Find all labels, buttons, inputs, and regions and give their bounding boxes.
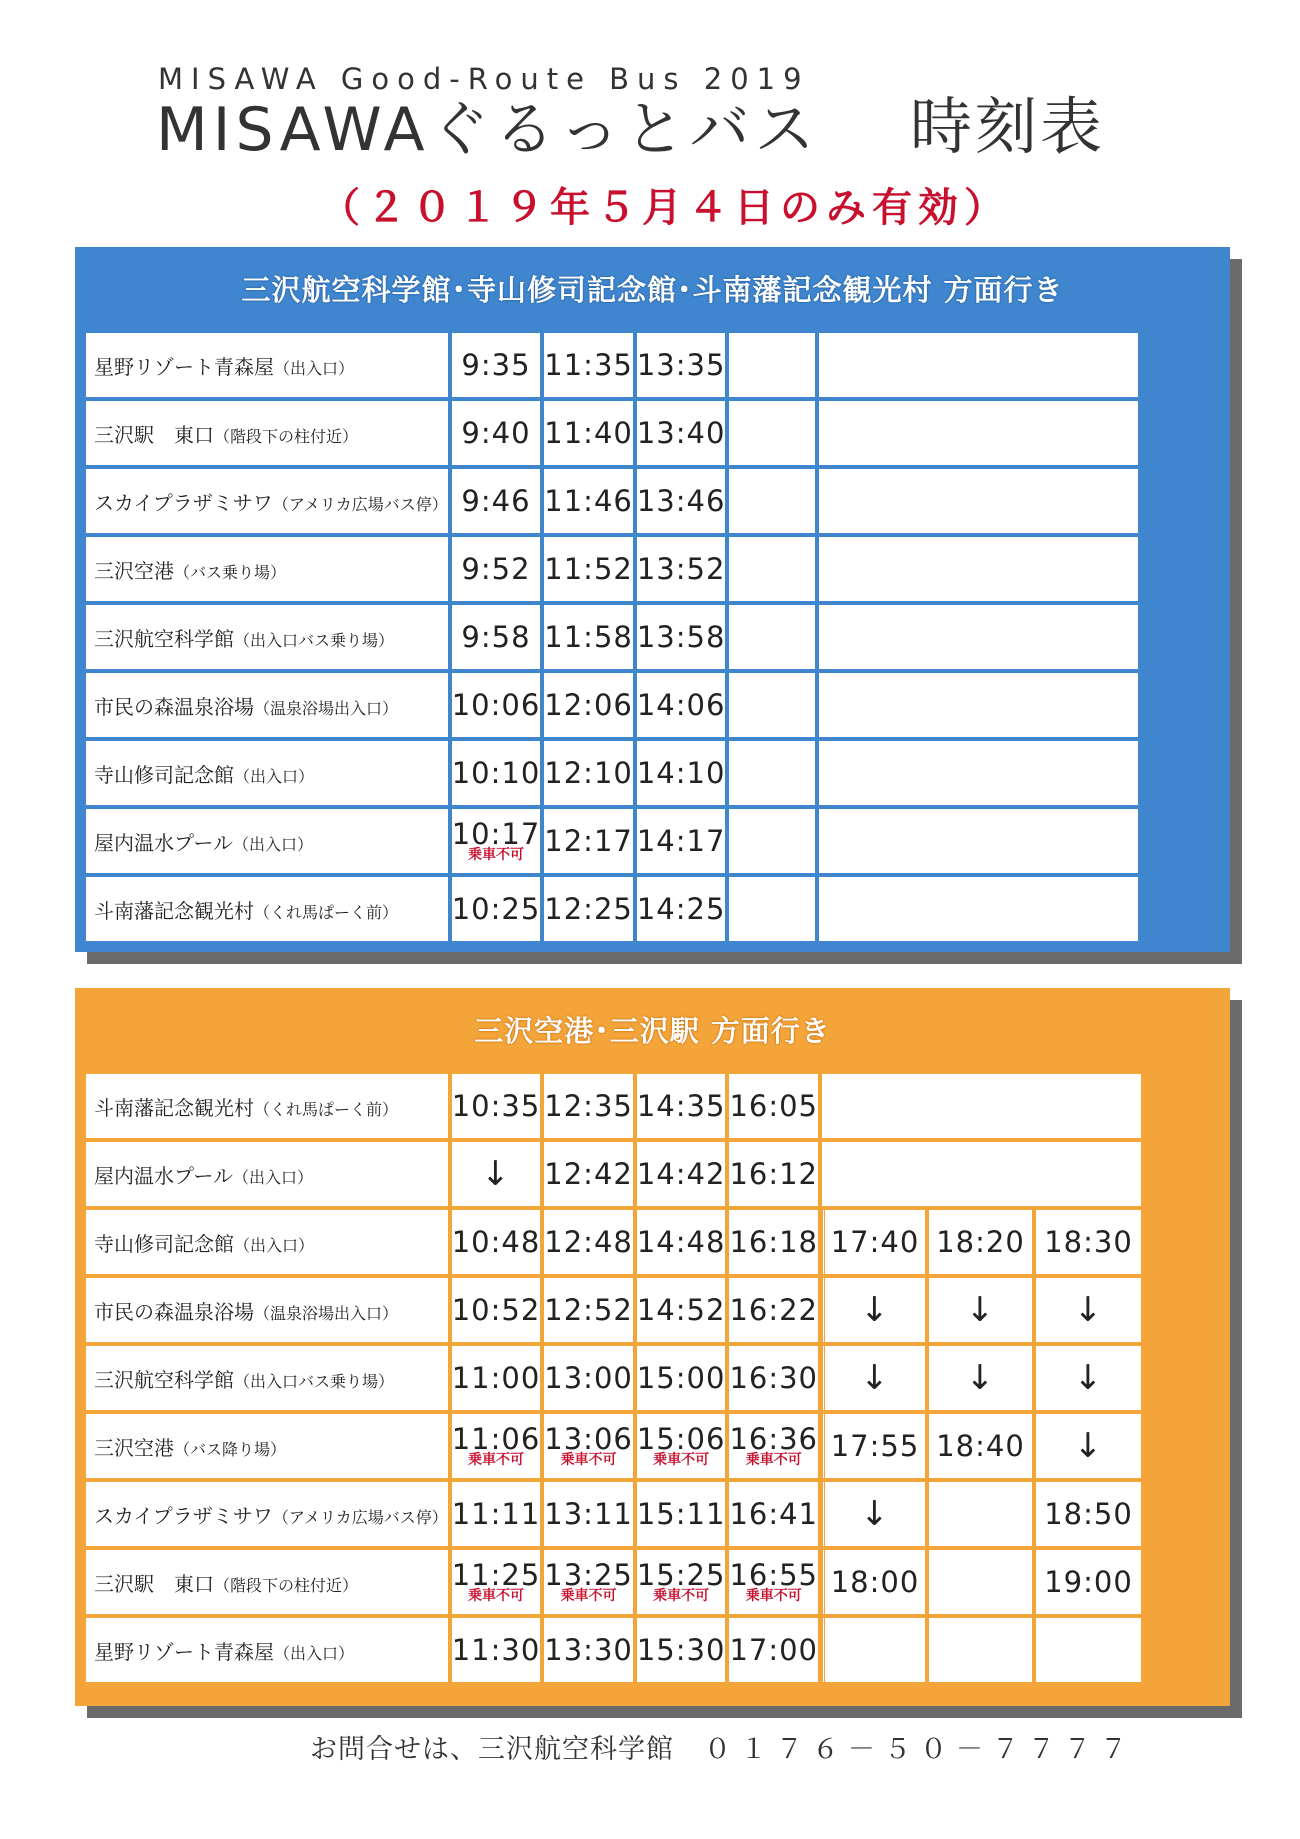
- no-boarding-note: 乗車不可: [467, 847, 524, 863]
- inbound-heading: 三沢空港･三沢駅 方面行き: [474, 1013, 831, 1048]
- departure-time: 13:30: [544, 1633, 633, 1667]
- departure-time-cell: [452, 537, 541, 601]
- departure-time-cell: [729, 1346, 818, 1410]
- stop-location-note: （出入口）: [234, 766, 315, 786]
- departure-time-cell: [452, 605, 541, 669]
- departure-time-cell: [544, 401, 633, 465]
- departure-time-cell: [637, 1210, 726, 1274]
- departure-time: 11:35: [544, 348, 633, 382]
- departure-time: 10:52: [451, 1293, 541, 1327]
- stop-name-cell: [86, 1074, 448, 1138]
- stop-name-cell: [86, 401, 448, 465]
- departure-time: 18:50: [1044, 1497, 1133, 1531]
- table-row: [86, 537, 1138, 601]
- departure-time: 15:06: [636, 1422, 726, 1456]
- no-boarding-note: 乗車不可: [560, 1452, 617, 1468]
- departure-time-cell: [729, 1550, 818, 1614]
- departure-time: 13:06: [544, 1422, 633, 1456]
- departure-time-cell: [544, 1482, 633, 1546]
- departure-time-cell: [544, 1550, 633, 1614]
- departure-time-cell: [822, 1278, 925, 1342]
- stop-location-note: （出入口）: [233, 1167, 314, 1187]
- departure-time-cell: [929, 1414, 1032, 1478]
- table-row: [86, 809, 1138, 873]
- departure-time-cell: [452, 469, 541, 533]
- departure-time-cell: [1036, 1210, 1141, 1274]
- table-row: [86, 877, 1138, 941]
- table-row: [86, 1074, 1141, 1138]
- departure-time-cell: [929, 1346, 1032, 1410]
- departure-time-cell: [637, 1074, 726, 1138]
- departure-time: 9:46: [461, 484, 531, 518]
- contact-info: [310, 1727, 1136, 1766]
- departure-time-cell: [637, 1278, 726, 1342]
- table-row: [86, 1142, 1141, 1206]
- departure-time: 18:20: [936, 1225, 1025, 1259]
- departure-time-cell: [637, 1414, 726, 1478]
- stop-location-note: （出入口）: [233, 834, 314, 854]
- departure-time-cell: [544, 605, 633, 669]
- stop-name: 屋内温水プール: [94, 1163, 233, 1188]
- departure-time-cell: [637, 809, 726, 873]
- stop-name-cell: [86, 333, 448, 397]
- departure-time-cell: [822, 1482, 925, 1546]
- departure-time-cell: [544, 469, 633, 533]
- departure-time: 11:06: [451, 1422, 541, 1456]
- stop-name: 屋内温水プール: [94, 830, 233, 855]
- stop-location-note: （バス降り場）: [174, 1439, 287, 1459]
- departure-time-cell: [637, 1346, 726, 1410]
- pass-through-arrow: ↓: [965, 1358, 996, 1398]
- table-row: [86, 1278, 1141, 1342]
- table-row: [86, 1210, 1141, 1274]
- departure-time: 11:25: [451, 1558, 541, 1592]
- table-row: [86, 741, 1138, 805]
- stop-location-note: （出入口バス乗り場）: [234, 630, 395, 650]
- departure-time-cell: [637, 537, 726, 601]
- stop-name-cell: [86, 1414, 448, 1478]
- stop-location-note: （階段下の柱付近）: [214, 1575, 359, 1595]
- validity-notice: （２０１９年５月４日のみ有効）: [320, 185, 1010, 231]
- empty-cell: [729, 877, 815, 941]
- departure-time-cell: [929, 1550, 1032, 1614]
- departure-time-cell: [822, 1346, 925, 1410]
- departure-time: 14:48: [636, 1225, 726, 1259]
- departure-time: 12:52: [544, 1293, 633, 1327]
- departure-time-cell: [1036, 1346, 1141, 1410]
- page-title: MISAWAぐるっとバス: [156, 95, 820, 165]
- empty-cell: [729, 809, 815, 873]
- departure-time-cell: [729, 1482, 818, 1546]
- departure-time: 16:30: [729, 1361, 819, 1395]
- departure-time-cell: [452, 809, 541, 873]
- departure-time-cell: [637, 877, 726, 941]
- departure-time-cell: [544, 537, 633, 601]
- empty-cell: [819, 605, 1138, 669]
- departure-time: 10:17: [451, 817, 541, 851]
- empty-cell: [819, 401, 1138, 465]
- stop-name-cell: [86, 673, 448, 737]
- departure-time: 12:25: [544, 892, 633, 926]
- departure-time: 16:18: [729, 1225, 819, 1259]
- no-boarding-note: 乗車不可: [560, 1588, 617, 1604]
- page-title-suffix: 時刻表: [910, 90, 1106, 163]
- pass-through-arrow: ↓: [481, 1154, 511, 1194]
- departure-time-cell: [544, 1210, 633, 1274]
- table-row: [86, 1482, 1141, 1546]
- stop-location-note: （出入口）: [274, 1643, 355, 1663]
- departure-time-cell: [637, 333, 726, 397]
- stop-name-cell: [86, 1142, 448, 1206]
- stop-name: 市民の森温泉浴場: [94, 1299, 254, 1324]
- stop-name-cell: [86, 1550, 448, 1614]
- stop-name: 三沢駅 東口: [94, 422, 214, 447]
- departure-time-cell: [544, 673, 633, 737]
- departure-time-cell: [822, 1618, 925, 1682]
- empty-cell: [819, 673, 1138, 737]
- table-row: [86, 673, 1138, 737]
- departure-time: 13:52: [636, 552, 726, 586]
- departure-time-cell: [452, 1346, 541, 1410]
- departure-time: 14:17: [636, 824, 726, 858]
- departure-time-cell: [637, 741, 726, 805]
- stop-location-note: （くれ馬ぱーく前）: [254, 1099, 399, 1119]
- no-boarding-note: 乗車不可: [745, 1588, 802, 1604]
- no-boarding-note: 乗車不可: [745, 1452, 802, 1468]
- departure-time: 14:10: [636, 756, 726, 790]
- empty-cell: [729, 605, 815, 669]
- departure-time: 18:30: [1044, 1225, 1133, 1259]
- departure-time-cell: [544, 333, 633, 397]
- inbound-timetable: [82, 1070, 1145, 1686]
- contact-phone: ０１７６－５０－７７７７: [704, 1734, 1136, 1765]
- stop-name-cell: [86, 469, 448, 533]
- departure-time-cell: [452, 1414, 541, 1478]
- pass-through-arrow: ↓: [965, 1290, 996, 1330]
- departure-time-cell: [929, 1210, 1032, 1274]
- departure-time: 11:46: [544, 484, 633, 518]
- departure-time: 13:25: [544, 1558, 633, 1592]
- departure-time: 10:35: [451, 1089, 541, 1123]
- departure-time-cell: [452, 1142, 541, 1206]
- departure-time: 10:48: [451, 1225, 541, 1259]
- departure-time-cell: [544, 1074, 633, 1138]
- empty-cell: [819, 741, 1138, 805]
- departure-time: 11:11: [451, 1497, 541, 1531]
- subtitle-english: MISAWA Good-Route Bus 2019: [158, 62, 810, 96]
- stop-name: スカイプラザミサワ: [94, 490, 273, 515]
- departure-time-cell: [1036, 1482, 1141, 1546]
- departure-time: 14:25: [636, 892, 726, 926]
- no-boarding-note: 乗車不可: [653, 1452, 710, 1468]
- departure-time-cell: [452, 741, 541, 805]
- outbound-timetable-panel: [75, 247, 1230, 952]
- departure-time: 13:00: [544, 1361, 633, 1395]
- contact-label: お問合せは、三沢航空科学館: [310, 1734, 674, 1765]
- departure-time-cell: [544, 1142, 633, 1206]
- departure-time: 16:05: [729, 1089, 819, 1123]
- departure-time: 9:35: [461, 348, 531, 382]
- departure-time: 16:12: [729, 1157, 819, 1191]
- departure-time: 16:55: [729, 1558, 819, 1592]
- stop-name-cell: [86, 1278, 448, 1342]
- empty-cell: [729, 537, 815, 601]
- departure-time-cell: [729, 1618, 818, 1682]
- departure-time: 17:55: [830, 1429, 920, 1463]
- stop-name: 三沢駅 東口: [94, 1571, 214, 1596]
- departure-time: 18:00: [830, 1565, 920, 1599]
- departure-time: 13:11: [544, 1497, 633, 1531]
- empty-cell: [729, 469, 815, 533]
- outbound-heading: 三沢航空科学館･寺山修司記念館･斗南藩記念観光村 方面行き: [241, 272, 1064, 307]
- departure-time: 17:40: [830, 1225, 920, 1259]
- departure-time-cell: [452, 877, 541, 941]
- departure-time-cell: [729, 1210, 818, 1274]
- departure-time-cell: [637, 1550, 726, 1614]
- departure-time: 15:25: [636, 1558, 726, 1592]
- empty-cell: [819, 809, 1138, 873]
- departure-time-cell: [822, 1210, 925, 1274]
- departure-time: 13:58: [636, 620, 726, 654]
- pass-through-arrow: ↓: [1073, 1426, 1104, 1466]
- departure-time: 15:30: [636, 1633, 726, 1667]
- departure-time-cell: [929, 1278, 1032, 1342]
- inbound-timetable-panel: [75, 988, 1230, 1706]
- departure-time-cell: [544, 1346, 633, 1410]
- stop-name-cell: [86, 1346, 448, 1410]
- departure-time-cell: [637, 1618, 726, 1682]
- pass-through-arrow: ↓: [860, 1358, 890, 1398]
- stop-name: 三沢航空科学館: [94, 626, 234, 651]
- empty-cell: [822, 1142, 1141, 1206]
- stop-location-note: （階段下の柱付近）: [214, 426, 359, 446]
- stop-name-cell: [86, 537, 448, 601]
- departure-time: 12:17: [544, 824, 633, 858]
- departure-time: 16:22: [729, 1293, 819, 1327]
- empty-cell: [729, 333, 815, 397]
- departure-time-cell: [729, 1414, 818, 1478]
- departure-time-cell: [452, 333, 541, 397]
- departure-time-cell: [1036, 1618, 1141, 1682]
- departure-time: 16:41: [729, 1497, 819, 1531]
- stop-name-cell: [86, 605, 448, 669]
- departure-time-cell: [544, 1278, 633, 1342]
- departure-time: 15:00: [636, 1361, 726, 1395]
- empty-cell: [819, 537, 1138, 601]
- departure-time-cell: [452, 1074, 541, 1138]
- departure-time-cell: [452, 673, 541, 737]
- empty-cell: [729, 673, 815, 737]
- stop-name: 斗南藩記念観光村: [94, 1095, 254, 1120]
- empty-cell: [819, 469, 1138, 533]
- empty-cell: [819, 333, 1138, 397]
- departure-time: 12:06: [544, 688, 633, 722]
- departure-time-cell: [544, 877, 633, 941]
- stop-name: 星野リゾート青森屋: [94, 1639, 274, 1664]
- departure-time: 9:58: [461, 620, 531, 654]
- departure-time-cell: [452, 1210, 541, 1274]
- departure-time-cell: [929, 1618, 1032, 1682]
- departure-time: 11:58: [544, 620, 633, 654]
- stop-name-cell: [86, 877, 448, 941]
- departure-time: 18:40: [936, 1429, 1025, 1463]
- departure-time-cell: [822, 1414, 925, 1478]
- empty-cell: [729, 741, 815, 805]
- departure-time-cell: [452, 401, 541, 465]
- table-row: [86, 1346, 1141, 1410]
- departure-time-cell: [452, 1482, 541, 1546]
- departure-time-cell: [637, 1482, 726, 1546]
- stop-name-cell: [86, 1210, 448, 1274]
- departure-time: 13:35: [636, 348, 726, 382]
- departure-time-cell: [452, 1278, 541, 1342]
- departure-time: 12:10: [544, 756, 633, 790]
- no-boarding-note: 乗車不可: [467, 1588, 524, 1604]
- departure-time: 17:00: [729, 1633, 819, 1667]
- table-row: [86, 1618, 1141, 1682]
- stop-name: 斗南藩記念観光村: [94, 898, 254, 923]
- departure-time-cell: [637, 605, 726, 669]
- departure-time: 16:36: [729, 1422, 819, 1456]
- stop-location-note: （出入口）: [274, 358, 355, 378]
- departure-time: 9:52: [461, 552, 531, 586]
- departure-time: 12:35: [544, 1089, 633, 1123]
- departure-time-cell: [637, 469, 726, 533]
- stop-location-note: （バス乗り場）: [174, 562, 287, 582]
- pass-through-arrow: ↓: [1073, 1358, 1104, 1398]
- table-row: [86, 401, 1138, 465]
- pass-through-arrow: ↓: [860, 1290, 890, 1330]
- departure-time-cell: [544, 741, 633, 805]
- departure-time-cell: [729, 1142, 818, 1206]
- departure-time: 14:52: [636, 1293, 726, 1327]
- stop-name: スカイプラザミサワ: [94, 1503, 273, 1528]
- stop-name: 寺山修司記念館: [94, 762, 234, 787]
- departure-time: 11:30: [451, 1633, 541, 1667]
- stop-name: 寺山修司記念館: [94, 1231, 234, 1256]
- empty-cell: [729, 401, 815, 465]
- pass-through-arrow: ↓: [1073, 1290, 1104, 1330]
- departure-time: 13:46: [636, 484, 726, 518]
- stop-name: 三沢航空科学館: [94, 1367, 234, 1392]
- departure-time: 12:42: [544, 1157, 633, 1191]
- departure-time-cell: [1036, 1550, 1141, 1614]
- stop-location-note: （出入口）: [234, 1235, 315, 1255]
- stop-name: 三沢空港: [94, 558, 174, 583]
- outbound-timetable: [82, 329, 1142, 945]
- pass-through-arrow: ↓: [860, 1494, 890, 1534]
- departure-time-cell: [822, 1550, 925, 1614]
- stop-location-note: （アメリカ広場バス停）: [272, 494, 448, 514]
- table-row: [86, 1414, 1141, 1478]
- departure-time: 11:00: [451, 1361, 541, 1395]
- departure-time: 14:06: [636, 688, 726, 722]
- stop-name-cell: [86, 809, 448, 873]
- table-row: [86, 333, 1138, 397]
- departure-time-cell: [729, 1278, 818, 1342]
- stop-name-cell: [86, 1482, 448, 1546]
- departure-time-cell: [544, 1414, 633, 1478]
- stop-name: 市民の森温泉浴場: [94, 694, 254, 719]
- departure-time: 14:35: [636, 1089, 726, 1123]
- stop-location-note: （温泉浴場出入口）: [254, 698, 399, 718]
- stop-location-note: （出入口バス乗り場）: [234, 1371, 395, 1391]
- stop-name-cell: [86, 741, 448, 805]
- empty-cell: [822, 1074, 1141, 1138]
- departure-time-cell: [637, 401, 726, 465]
- no-boarding-note: 乗車不可: [653, 1588, 710, 1604]
- departure-time: 10:06: [451, 688, 541, 722]
- departure-time-cell: [637, 673, 726, 737]
- stop-location-note: （アメリカ広場バス停）: [272, 1507, 448, 1527]
- departure-time-cell: [544, 809, 633, 873]
- departure-time-cell: [452, 1618, 541, 1682]
- table-row: [86, 1550, 1141, 1614]
- departure-time-cell: [1036, 1278, 1141, 1342]
- departure-time: 12:48: [544, 1225, 633, 1259]
- departure-time: 11:52: [544, 552, 633, 586]
- departure-time: 15:11: [636, 1497, 726, 1531]
- departure-time-cell: [929, 1482, 1032, 1546]
- table-row: [86, 469, 1138, 533]
- departure-time-cell: [452, 1550, 541, 1614]
- no-boarding-note: 乗車不可: [467, 1452, 524, 1468]
- stop-name-cell: [86, 1618, 448, 1682]
- departure-time: 10:25: [451, 892, 541, 926]
- departure-time: 10:10: [451, 756, 541, 790]
- departure-time-cell: [544, 1618, 633, 1682]
- departure-time: 11:40: [544, 416, 633, 450]
- departure-time: 9:40: [461, 416, 531, 450]
- empty-cell: [819, 877, 1138, 941]
- stop-name: 三沢空港: [94, 1435, 174, 1460]
- departure-time-cell: [1036, 1414, 1141, 1478]
- stop-location-note: （くれ馬ぱーく前）: [254, 902, 399, 922]
- departure-time: 19:00: [1044, 1565, 1133, 1599]
- departure-time-cell: [729, 1074, 818, 1138]
- departure-time: 14:42: [636, 1157, 726, 1191]
- table-row: [86, 605, 1138, 669]
- stop-name: 星野リゾート青森屋: [94, 354, 274, 379]
- departure-time-cell: [637, 1142, 726, 1206]
- departure-time: 13:40: [636, 416, 726, 450]
- stop-location-note: （温泉浴場出入口）: [254, 1303, 399, 1323]
